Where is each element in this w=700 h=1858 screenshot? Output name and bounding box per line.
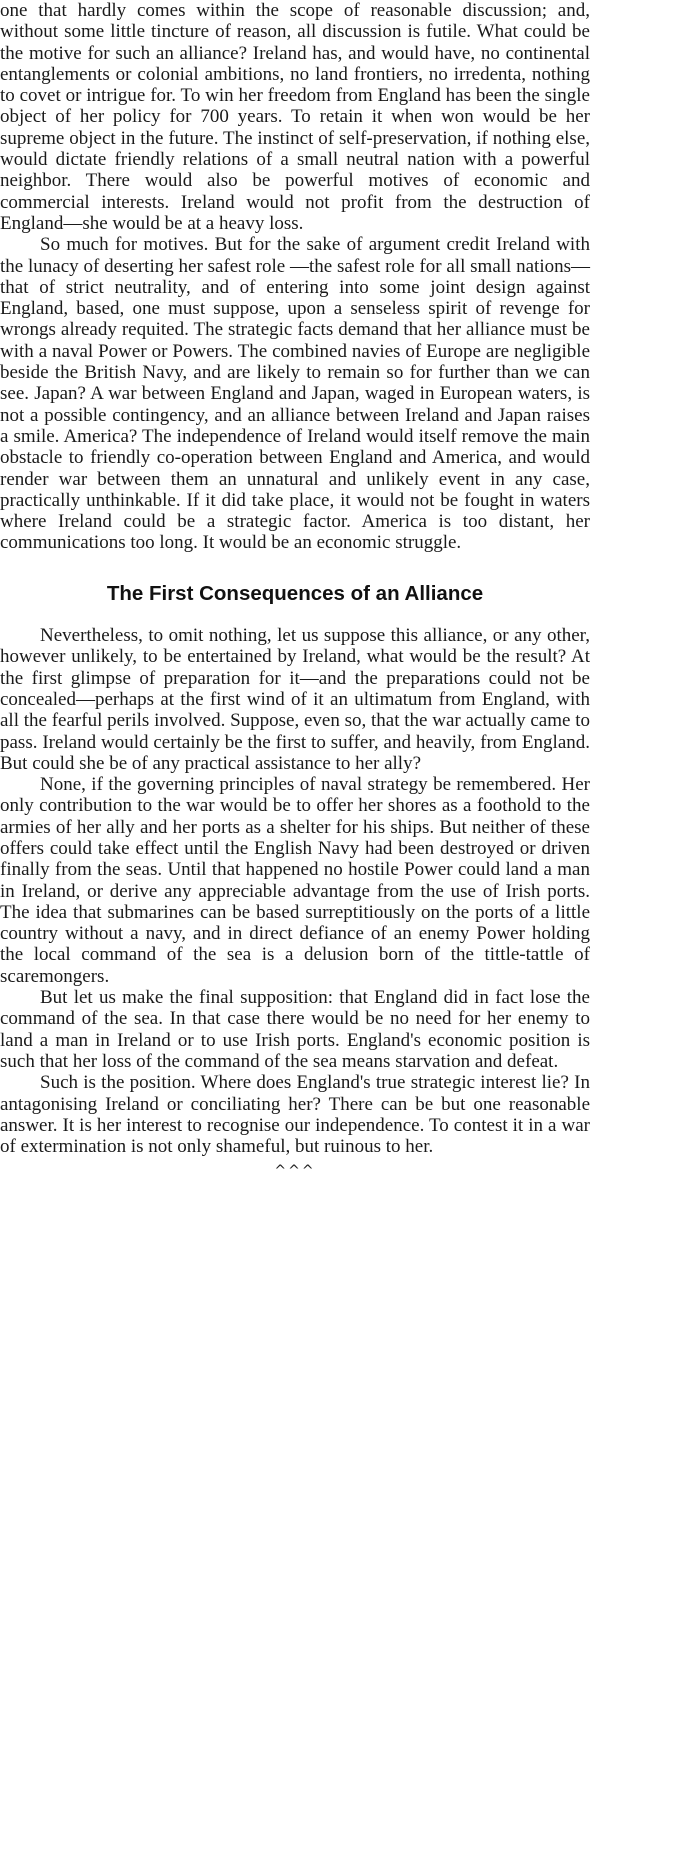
section-end-ornament: ^^^ (274, 1163, 316, 1180)
paragraph-2: So much for motives. But for the sake of argument credit Ireland with the lunacy of deserting her safest role —the safest role for all small nations—that of strict neutrality, and of entering into some joint design against England, based, one must suppose, upon a senseless spirit of revenge for wrongs already requited. The strategic facts demand that her alliance must be with a naval Power or Powers. The combined navies of Europe are negligible beside the British Navy, and are likely to remain so for further than we can see. Japan? A war between England and Japan, waged in European waters, is not a possible contingency, and an alliance between Ireland and Japan raises a smile. America? The independence of Ireland would itself remove the main obstacle to friendly co-operation between England and America, and would render war between them an unnatural and unlikely event in any case, practically unthinkable. If it did take place, it would not be fought in waters where Ireland could be a strategic factor. America is too distant, her communications too long. It would be an economic struggle. (0, 234, 590, 554)
paragraph-6: Such is the position. Where does England's true strategic interest lie? In antagonising Ireland or conciliating her? There can be but one reasonable answer. It is her interest to recognise our independence. To contest it in a war of extermination is not only shameful, but ruinous to her. (0, 1072, 590, 1158)
section-heading: The First Consequences of an Alliance (106, 581, 484, 605)
paragraph-3: Nevertheless, to omit nothing, let us suppose this alliance, or any other, however unlikely, to be entertained by Ireland, what would be the result? At the first glimpse of preparation for it—and the preparations could not be concealed—perhaps at the first wind of it an ultimatum from England, with all the fearful perils involved. Suppose, even so, that the war actually came to pass. Ireland would certainly be the first to suffer, and heavily, from England. But could she be of any practical assistance to her ally? (0, 625, 590, 774)
paragraph-5: But let us make the final supposition: that England did in fact lose the command of the sea. In that case there would be no need for her enemy to land a man in Ireland or to use Irish ports. England's economic position is such that her loss of the command of the sea means starvation and defeat. (0, 987, 590, 1072)
paragraph-4: None, if the governing principles of naval strategy be remembered. Her only contribution to the war would be to offer her shores as a foothold to the armies of her ally and her ports as a shelter for his ships. But neither of these offers could take effect until the English Navy had been destroyed or driven finally from the seas. Until that happened no hostile Power could land a man in Ireland, or derive any appreciable advantage from the use of Irish ports. The idea that submarines can be based surreptitiously on the ports of a little country without a navy, and in direct defiance of an enemy Power holding the local command of the sea is a delusion born of the tittle-tattle of scaremongers. (0, 774, 590, 987)
paragraph-1: one that hardly comes within the scope of reasonable discussion; and, without some little tincture of reason, all discussion is futile. What could be the motive for such an alliance? Ireland has, and would have, no continental entanglements or colonial ambitions, no land frontiers, no irredenta, nothing to covet or intrigue for. To win her freedom from England has been the single object of her policy for 700 years. To retain it when won would be her supreme object in the future. The instinct of self-preservation, if nothing else, would dictate friendly relations of a small neutral nation with a powerful neighbor. There would also be powerful motives of economic and commercial interests. Ireland would not profit from the destruction of England—she would be at a heavy loss. (0, 0, 590, 234)
